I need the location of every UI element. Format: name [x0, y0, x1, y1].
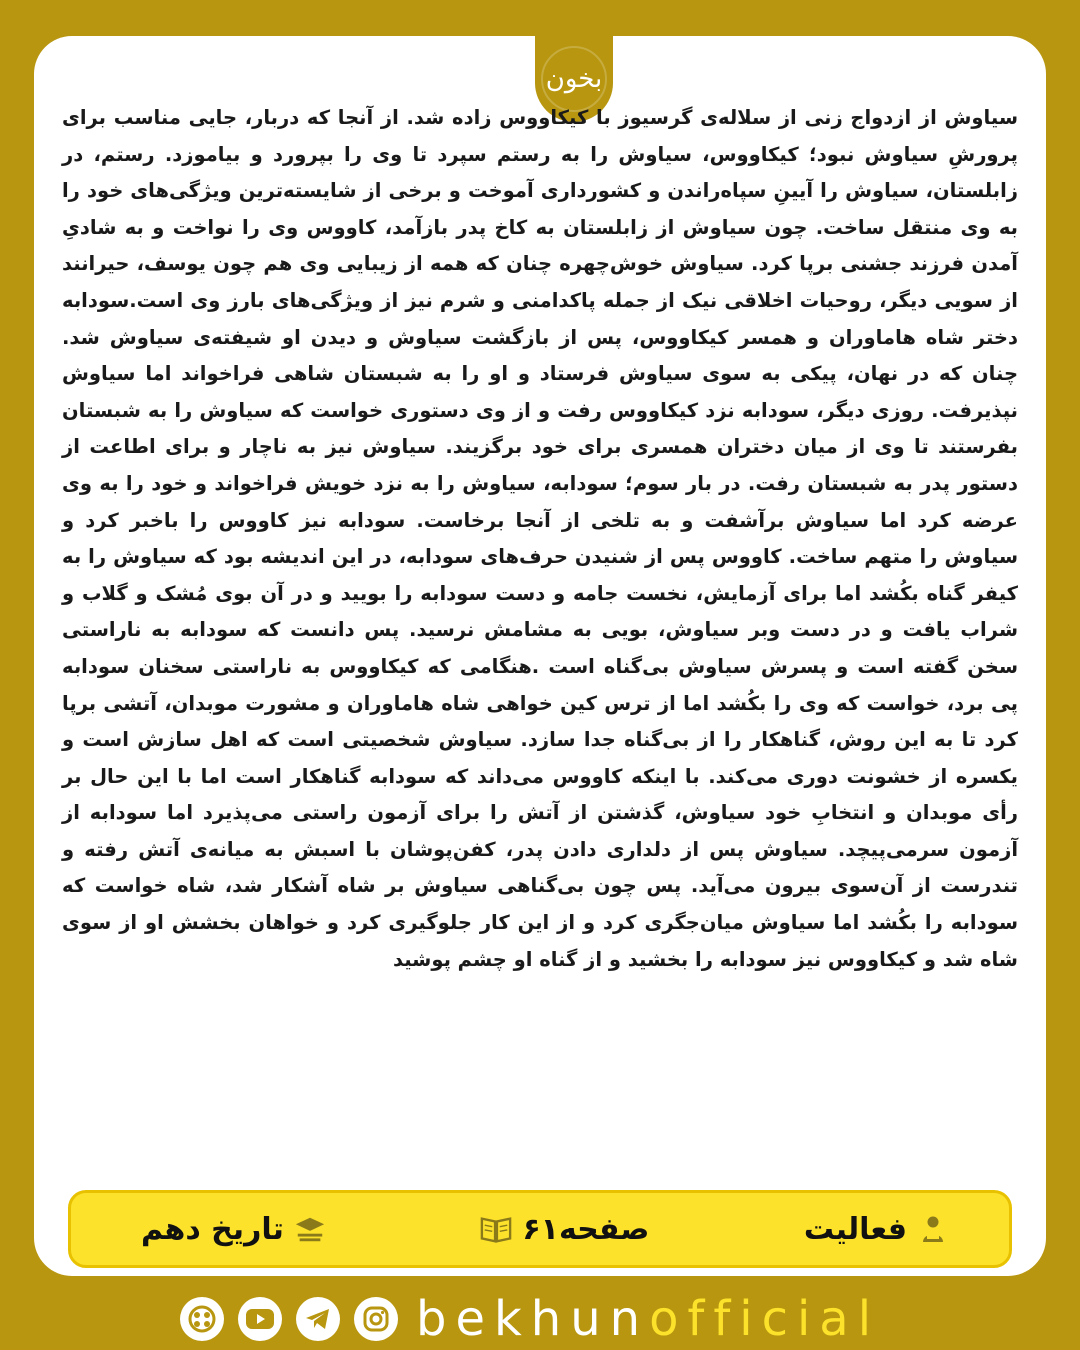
- activity-label: فعالیت: [803, 1211, 907, 1247]
- teacher-icon: [917, 1213, 949, 1245]
- social-bar: [180, 1290, 900, 1348]
- graduation-cap-icon: [294, 1213, 326, 1245]
- instagram-icon[interactable]: [354, 1297, 398, 1341]
- brand-part-bekhun: bekhun: [416, 1291, 650, 1347]
- footer-bar: [68, 1190, 1012, 1268]
- youtube-icon[interactable]: [238, 1297, 282, 1341]
- book-icon: [480, 1213, 512, 1245]
- footer-page: [480, 1212, 649, 1247]
- telegram-icon[interactable]: [296, 1297, 340, 1341]
- brand-part-official: official: [649, 1291, 881, 1347]
- footer-subject: [141, 1212, 326, 1247]
- page-label: صفحه۶۱: [522, 1211, 650, 1247]
- footer-activity: [804, 1212, 949, 1247]
- lesson-text: سیاوش از ازدواج زنی از سلاله‌ی گرسیوز با کیکاووس زاده شد. از آنجا که دربار، جایی مناسب برای پرورشِ سیاوش نبود؛ کیکاووس، سیاوش را به رستم سپرد تا وی را بپرورد و بیاموزد. رستم، در زابلستان، سیاوش را آیینِ سپاه‌راندن و کشورداری آموخت و برخی از شایسته‌ترین ویژگی‌های خود را به وی منتقل ساخت. چون سیاوش از زابلستان به کاخ پدر بازآمد، کاووس وی را نواخت و به شادیِ آمدن فرزند جشنی برپا کرد. سیاوش خوش‌چهره چنان که همه از زیبایی وی هم چون یوسف، حیرانند از سویی دیگر، روحیات اخلاقی نیک از جمله پاکدامنی و شرم نیز از ویژگی‌های بارز وی است.سودابه دختر شاه هاماوران و همسر کیکاووس، پس از بازگشت سیاوش و دیدن او شیفته‌ی سیاوش شد. چنان که در نهان، پیکی به سوی سیاوش فرستاد و او را به شبستان شاهی فراخواند اما سیاوش نپذیرفت. روزی دیگر، سودابه نزد کیکاووس رفت و از وی دستوری خواست که سیاوش را به شبستان بفرستند تا وی از میان دختران همسری برای خود برگزیند. سیاوش نیز به ناچار و برای اطاعت از دستور پدر به شبستان رفت. در بار سوم؛ سودابه، سیاوش را به نزد خویش فراخواند و خود را به وی عرضه کرد اما سیاوش برآشفت و به تلخی از آنجا برخاست. سودابه نیز کاووس را باخبر کرد و سیاوش را متهم ساخت. کاووس پس از شنیدن حرف‌های سودابه، در این اندیشه بود که سیاوش را به کیفر گناه بکُشد اما برای آزمایش، نخست جامه و دست سودابه را بویید و در آن بوی مُشک و گلاب و شراب یافت و در دست وبر سیاوش، بویی به مشامش نرسید. پس دانست که سودابه به ناراستی سخن گفته است و پسرش سیاوش بی‌گناه است .هنگامی که کیکاووس به ناراستی سخنان سودابه پی برد، خواست که وی را بکُشد اما از ترس کین خواهی شاه هاماوران و مشورت موبدان، آتشی برپا کرد تا به این روش، گناهکار را از بی‌گناه جدا سازد. سیاوش شخصیتی است که اهل سازش است و یکسره از خشونت دوری می‌کند. با اینکه کاووس می‌داند که سودابه گناهکار است اما با این حال بر رأی موبدان و انتخابِ خود سیاوش، گذشتن از آتش را برای آزمون راستی می‌پذیرد اما سودابه از آزمون سرمی‌پیچد. سیاوش پس از دلداری دادن پدر، کفن‌پوشان با اسبش به میانه‌ی آتش رفته و تندرست از آن‌سوی بیرون می‌آید. پس چون بی‌گناهی سیاوش بر شاه آشکار شد، شاه خواست که سودابه را بکُشد اما سیاوش میان‌جگری کرد و از این کار جلوگیری کرد و خواهان بخشش او از سوی شاه شد و کیکاووس نیز سودابه را بخشید و از گناه او چشم پوشید: [62, 106, 1018, 971]
- subject-label: تاریخ دهم: [141, 1211, 284, 1247]
- brand-handle: [416, 1290, 880, 1348]
- aparat-icon[interactable]: [180, 1297, 224, 1341]
- logo-text: بخون: [545, 64, 603, 94]
